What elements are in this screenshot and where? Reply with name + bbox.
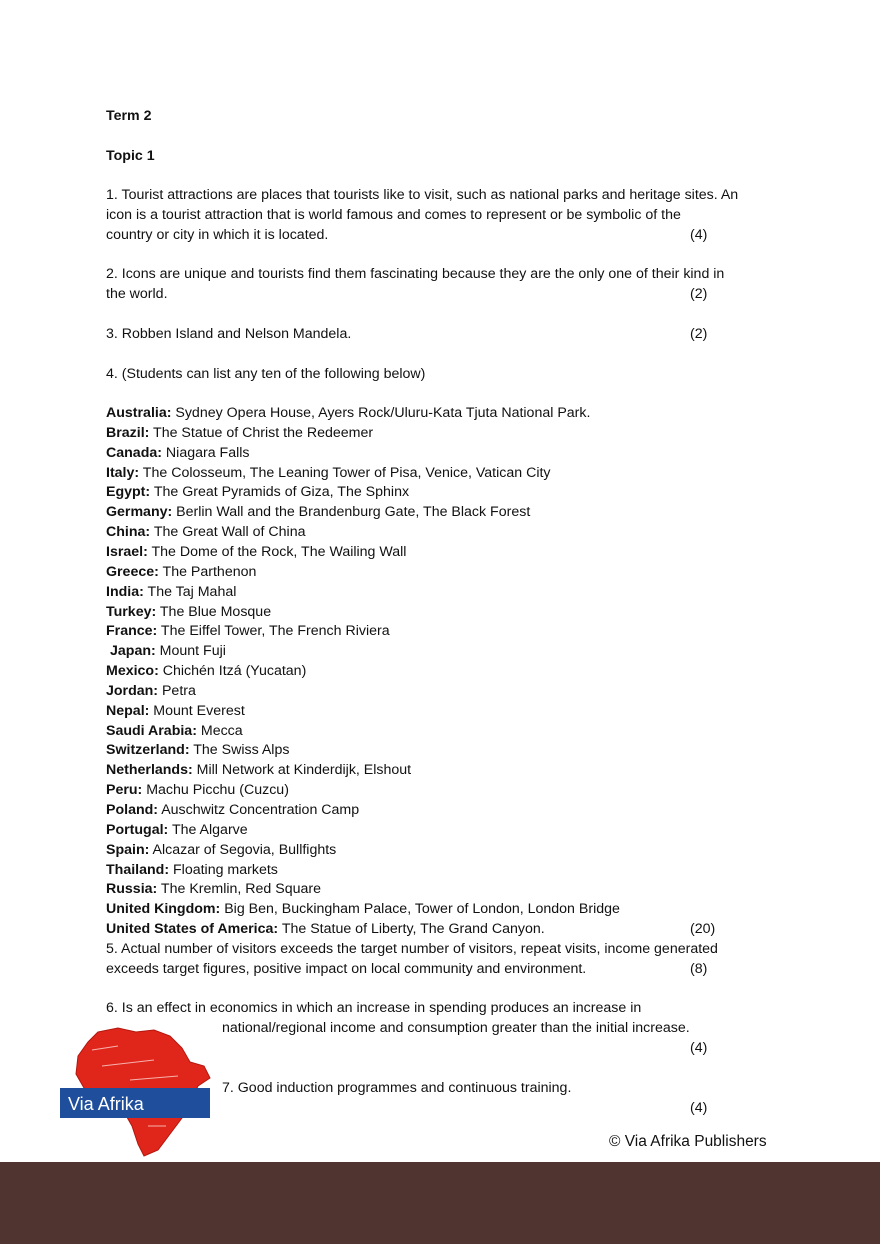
country-row — [106, 483, 409, 503]
country-icons: Alcazar of Segovia, Bullfights — [149, 842, 337, 858]
country-row — [106, 464, 551, 484]
country-row — [106, 404, 590, 424]
country-name: Turkey: — [106, 604, 157, 620]
country-row — [106, 841, 336, 861]
q7-text: 7. Good induction programmes and continuous training. — [222, 1080, 572, 1096]
country-name: Italy: — [106, 465, 140, 481]
q6-line-2: national/regional income and consumption greater than the initial increase. — [222, 1020, 690, 1036]
country-name: China: — [106, 524, 151, 540]
country-name: Israel: — [106, 544, 148, 560]
country-name: Japan: — [110, 643, 156, 659]
country-row — [106, 523, 305, 543]
country-icons: Big Ben, Buckingham Palace, Tower of London, London Bridge — [220, 901, 620, 917]
q6-mark: (4) — [690, 1040, 708, 1056]
country-icons: Mount Everest — [149, 703, 245, 719]
country-name: Greece: — [106, 564, 159, 580]
country-name: Spain: — [106, 842, 150, 858]
country-name: Mexico: — [106, 663, 159, 679]
country-icons: The Statue of Christ the Redeemer — [149, 425, 374, 441]
country-icons: Sydney Opera House, Ayers Rock/Uluru-Kata Tjuta National Park. — [171, 405, 591, 421]
country-name: Thailand: — [106, 862, 170, 878]
country-row — [106, 920, 545, 940]
q6-line-1: 6. Is an effect in economics in which an increase in spending produces an increase in — [106, 1000, 642, 1016]
footer-band — [0, 1162, 880, 1244]
q5-line-2: exceeds target figures, positive impact on local community and environment. — [106, 961, 587, 977]
country-icons: Mount Fuji — [155, 643, 226, 659]
q2-line-2: the world. — [106, 286, 168, 302]
q4-mark: (20) — [690, 921, 716, 937]
country-row — [106, 622, 390, 642]
q7-mark: (4) — [690, 1100, 708, 1116]
country-icons: The Swiss Alps — [189, 742, 290, 758]
country-name: Peru: — [106, 782, 143, 798]
country-name: Australia: — [106, 405, 172, 421]
country-icons: The Dome of the Rock, The Wailing Wall — [147, 544, 407, 560]
country-name: Canada: — [106, 445, 162, 461]
country-icons: Chichén Itzá (Yucatan) — [158, 663, 307, 679]
copyright-notice: © Via Afrika Publishers — [609, 1133, 767, 1150]
country-row — [110, 642, 226, 662]
country-icons: Floating markets — [169, 862, 278, 878]
q3-text: 3. Robben Island and Nelson Mandela. — [106, 326, 352, 342]
country-name: Portugal: — [106, 822, 169, 838]
country-name: Egypt: — [106, 484, 151, 500]
country-row — [106, 801, 359, 821]
country-name: India: — [106, 584, 144, 600]
country-name: Jordan: — [106, 683, 159, 699]
q2-line-1: 2. Icons are unique and tourists find them fascinating because they are the only one of their kind in — [106, 266, 725, 282]
q5-mark: (8) — [690, 961, 708, 977]
country-row — [106, 722, 243, 742]
q1-line-2: icon is a tourist attraction that is world famous and comes to represent or be symbolic of the — [106, 207, 681, 223]
country-row — [106, 603, 271, 623]
topic-heading: Topic 1 — [106, 148, 155, 164]
country-name: Brazil: — [106, 425, 150, 441]
q4-intro: 4. (Students can list any ten of the following below) — [106, 366, 426, 382]
country-row — [106, 444, 250, 464]
country-icons: The Algarve — [168, 822, 248, 838]
country-row — [106, 503, 530, 523]
country-row — [106, 821, 248, 841]
country-icons: Auschwitz Concentration Camp — [158, 802, 360, 818]
country-name: United States of America: — [106, 921, 279, 937]
country-icons: The Colosseum, The Leaning Tower of Pisa, Venice, Vatican City — [139, 465, 551, 481]
country-icons: Petra — [158, 683, 196, 699]
country-name: Germany: — [106, 504, 173, 520]
country-icons: Berlin Wall and the Brandenburg Gate, The Black Forest — [172, 504, 531, 520]
country-icons: The Kremlin, Red Square — [157, 881, 322, 897]
country-icons: The Statue of Liberty, The Grand Canyon. — [278, 921, 545, 937]
country-name: Saudi Arabia: — [106, 723, 197, 739]
country-icons: The Great Pyramids of Giza, The Sphinx — [150, 484, 410, 500]
country-name: Switzerland: — [106, 742, 190, 758]
q1-line-3: country or city in which it is located. — [106, 227, 329, 243]
q1-mark: (4) — [690, 227, 708, 243]
via-afrika-logo — [58, 1026, 220, 1158]
country-icons: The Blue Mosque — [156, 604, 272, 620]
country-row — [106, 682, 196, 702]
country-name: United Kingdom: — [106, 901, 221, 917]
country-icons: Machu Picchu (Cuzcu) — [142, 782, 289, 798]
country-row — [106, 702, 245, 722]
country-row — [106, 563, 256, 583]
country-name: France: — [106, 623, 158, 639]
country-name: Russia: — [106, 881, 158, 897]
country-icons: The Eiffel Tower, The French Riviera — [157, 623, 390, 639]
q3-mark: (2) — [690, 326, 708, 342]
country-icons: The Great Wall of China — [150, 524, 306, 540]
country-row — [106, 583, 236, 603]
term-heading: Term 2 — [106, 108, 152, 124]
q5-line-1: 5. Actual number of visitors exceeds the target number of visitors, repeat visits, income generated — [106, 941, 718, 957]
country-icons: Mill Network at Kinderdijk, Elshout — [192, 762, 412, 778]
country-row — [106, 741, 289, 761]
country-name: Nepal: — [106, 703, 150, 719]
country-row — [106, 861, 278, 881]
country-row — [106, 781, 289, 801]
country-row — [106, 761, 411, 781]
country-icons: Mecca — [196, 723, 243, 739]
country-row — [106, 880, 321, 900]
country-row — [106, 543, 406, 563]
country-row — [106, 662, 306, 682]
q1-line-1: 1. Tourist attractions are places that tourists like to visit, such as national parks and heritage sites. An — [106, 187, 739, 203]
country-row — [106, 900, 620, 920]
country-name: Netherlands: — [106, 762, 193, 778]
country-icons: The Parthenon — [158, 564, 257, 580]
q2-mark: (2) — [690, 286, 708, 302]
country-icons: The Taj Mahal — [143, 584, 237, 600]
country-row — [106, 424, 373, 444]
logo-text: Via Afrika — [68, 1094, 144, 1114]
country-icons: Niagara Falls — [161, 445, 250, 461]
country-name: Poland: — [106, 802, 159, 818]
